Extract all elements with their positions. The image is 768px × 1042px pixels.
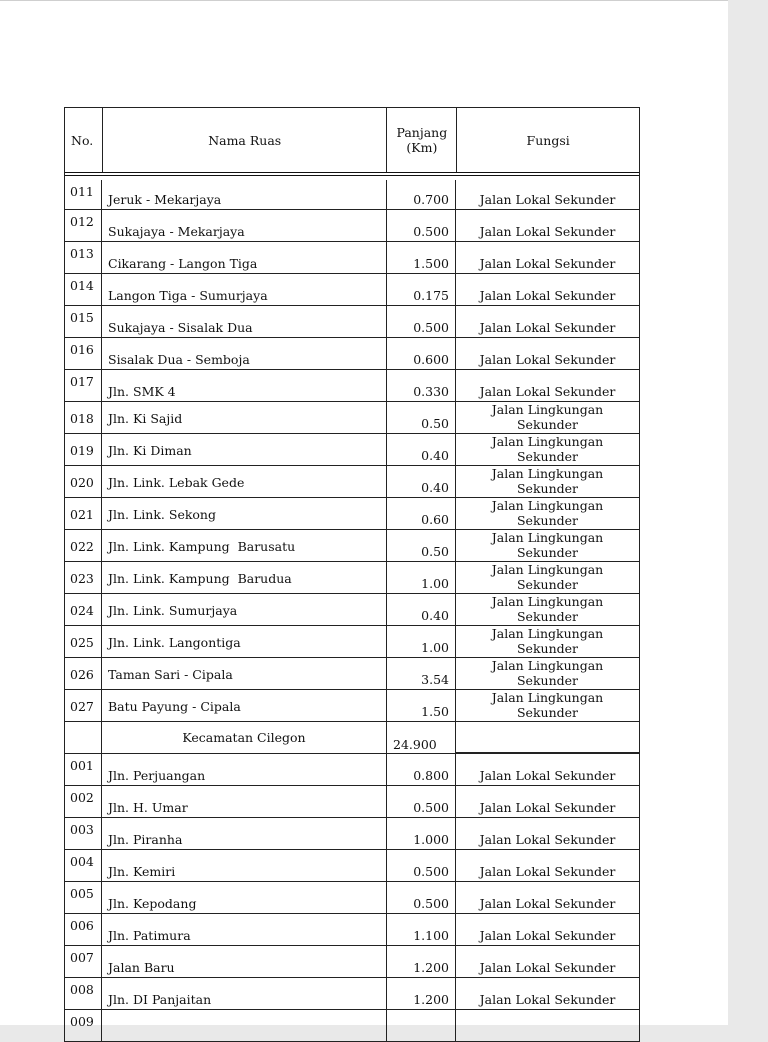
table-row	[65, 850, 639, 882]
table-row	[65, 338, 639, 370]
row-function-line2: Sekunder	[516, 481, 578, 496]
row-function-line1: Jalan Lingkungan	[491, 498, 604, 513]
row-name: Jalan Baru	[108, 960, 175, 975]
row-length: 0.50	[421, 416, 449, 431]
row-name: Jln. Perjuangan	[108, 768, 206, 783]
row-function: Jalan Lokal Sekunder	[479, 832, 616, 847]
row-length: 1.00	[421, 576, 449, 591]
row-function-line2: Sekunder	[516, 609, 578, 624]
row-length: 0.700	[413, 192, 449, 207]
table-row	[65, 242, 639, 274]
row-name: Jln. Kemiri	[108, 864, 176, 879]
row-name: Jln. Link. Sumurjaya	[108, 603, 238, 618]
table-row	[65, 882, 639, 914]
row-length: 0.40	[421, 448, 449, 463]
row-length: 1.000	[413, 832, 449, 847]
row-length: 0.50	[421, 544, 449, 559]
row-length: 0.500	[413, 864, 449, 879]
row-name: Batu Payung - Cipala	[108, 699, 241, 714]
subtotal-label: Kecamatan Cilegon	[182, 730, 306, 745]
row-length: 1.200	[413, 992, 449, 1007]
row-name: Jln. DI Panjaitan	[108, 992, 212, 1007]
row-function: Jalan Lokal Sekunder	[479, 320, 616, 335]
row-function: Jalan Lokal Sekunder	[479, 768, 616, 783]
table-row	[65, 370, 639, 402]
row-name: Jln. Ki Sajid	[108, 411, 183, 426]
row-name: Jln. Ki Diman	[108, 443, 192, 458]
row-function-line2: Sekunder	[516, 641, 578, 656]
row-name: Cikarang - Langon Tiga	[108, 256, 258, 271]
table-row	[65, 946, 639, 978]
row-no: 022	[70, 539, 94, 554]
table-row	[65, 562, 639, 594]
row-no: 027	[70, 699, 94, 714]
row-function: Jalan Lokal Sekunder	[479, 864, 616, 879]
row-function: Jalan Lokal Sekunder	[479, 224, 616, 239]
row-length: 0.600	[413, 352, 449, 367]
row-name: Jln. Patimura	[108, 928, 191, 943]
table-row	[65, 434, 639, 466]
row-length: 0.500	[413, 800, 449, 815]
row-function-line1: Jalan Lingkungan	[491, 434, 604, 449]
table-row	[65, 754, 639, 786]
table-row	[65, 274, 639, 306]
row-function-line2: Sekunder	[516, 417, 578, 432]
row-name: Jln. Link. Kampung Barusatu	[108, 539, 296, 554]
row-function: Jalan Lokal Sekunder	[479, 992, 616, 1007]
road-table	[64, 107, 640, 1042]
header-length-line2: (Km)	[406, 140, 438, 155]
row-name: Taman Sari - Cipala	[108, 667, 233, 682]
row-length: 0.800	[413, 768, 449, 783]
header-length-line1: Panjang	[396, 125, 448, 140]
row-no: 014	[70, 278, 94, 293]
table-row	[65, 978, 639, 1010]
table-row	[65, 626, 639, 658]
row-length: 1.500	[413, 256, 449, 271]
row-no: 020	[70, 475, 94, 490]
row-function-line1: Jalan Lingkungan	[491, 562, 604, 577]
row-name: Jln. Kepodang	[108, 896, 197, 911]
table-header	[65, 108, 639, 176]
row-length: 0.40	[421, 608, 449, 623]
row-no: 019	[70, 443, 94, 458]
row-function: Jalan Lokal Sekunder	[479, 800, 616, 815]
row-length: 0.500	[413, 224, 449, 239]
row-no: 026	[70, 667, 94, 682]
row-length: 1.00	[421, 640, 449, 655]
table-body	[65, 180, 639, 1042]
row-name: Jln. Link. Kampung Barudua	[108, 571, 292, 586]
row-function: Jalan Lokal Sekunder	[479, 192, 616, 207]
row-no: 008	[70, 982, 94, 997]
row-name: Sukajaya - Mekarjaya	[108, 224, 245, 239]
row-function-line2: Sekunder	[516, 673, 578, 688]
row-function-line2: Sekunder	[516, 577, 578, 592]
row-length: 0.60	[421, 512, 449, 527]
row-function: Jalan Lokal Sekunder	[479, 384, 616, 399]
row-no: 005	[70, 886, 94, 901]
row-no: 009	[70, 1014, 94, 1029]
subtotal-row	[65, 722, 639, 754]
row-name: Jln. Link. Langontiga	[108, 635, 241, 650]
row-name: Jln. Link. Lebak Gede	[108, 475, 245, 490]
row-no: 017	[70, 374, 94, 389]
row-length: 0.330	[413, 384, 449, 399]
row-no: 002	[70, 790, 94, 805]
row-length: 0.40	[421, 480, 449, 495]
row-function-line2: Sekunder	[516, 545, 578, 560]
row-no: 011	[70, 184, 94, 199]
row-no: 021	[70, 507, 94, 522]
row-length: 0.500	[413, 896, 449, 911]
row-no: 015	[70, 310, 94, 325]
row-function: Jalan Lokal Sekunder	[479, 256, 616, 271]
row-no: 004	[70, 854, 94, 869]
table-row	[65, 818, 639, 850]
row-function-line1: Jalan Lingkungan	[491, 466, 604, 481]
header-name: Nama Ruas	[103, 108, 388, 172]
row-length: 1.100	[413, 928, 449, 943]
row-no: 007	[70, 950, 94, 965]
row-function: Jalan Lokal Sekunder	[479, 896, 616, 911]
table-row	[65, 658, 639, 690]
row-name: Jln. Piranha	[108, 832, 183, 847]
row-name: Sisalak Dua - Semboja	[108, 352, 250, 367]
table-row	[65, 530, 639, 562]
row-no: 025	[70, 635, 94, 650]
table-row	[65, 498, 639, 530]
row-no: 013	[70, 246, 94, 261]
table-row	[65, 1010, 639, 1042]
row-function: Jalan Lokal Sekunder	[479, 928, 616, 943]
row-length: 0.175	[413, 288, 449, 303]
table-row	[65, 466, 639, 498]
row-function-line1: Jalan Lingkungan	[491, 594, 604, 609]
table-row	[65, 914, 639, 946]
row-length: 1.50	[421, 704, 449, 719]
table-row	[65, 786, 639, 818]
row-length: 1.200	[413, 960, 449, 975]
row-no: 006	[70, 918, 94, 933]
row-function-line2: Sekunder	[516, 513, 578, 528]
table-row	[65, 180, 639, 210]
row-no: 024	[70, 603, 94, 618]
row-name: Langon Tiga - Sumurjaya	[108, 288, 268, 303]
header-function: Fungsi	[526, 132, 570, 148]
row-name: Jln. Link. Sekong	[108, 507, 216, 522]
row-no: 001	[70, 758, 94, 773]
table-row	[65, 306, 639, 338]
row-name: Jln. H. Umar	[108, 800, 188, 815]
row-function-line1: Jalan Lingkungan	[491, 690, 604, 705]
row-function-line2: Sekunder	[516, 449, 578, 464]
header-length	[387, 108, 457, 172]
table-row	[65, 690, 639, 722]
row-no: 018	[70, 411, 94, 426]
row-function-line1: Jalan Lingkungan	[491, 658, 604, 673]
table-row	[65, 210, 639, 242]
row-function: Jalan Lokal Sekunder	[479, 960, 616, 975]
row-function-line2: Sekunder	[516, 705, 578, 720]
row-name: Jln. SMK 4	[108, 384, 176, 399]
row-no: 003	[70, 822, 94, 837]
row-function-line1: Jalan Lingkungan	[491, 402, 604, 417]
row-no: 016	[70, 342, 94, 357]
row-length: 3.54	[421, 672, 449, 687]
row-no: 023	[70, 571, 94, 586]
row-name: Sukajaya - Sisalak Dua	[108, 320, 253, 335]
row-function-line1: Jalan Lingkungan	[491, 626, 604, 641]
row-function: Jalan Lokal Sekunder	[479, 288, 616, 303]
header-no: No.	[65, 108, 103, 172]
table-row	[65, 402, 639, 434]
subtotal-length: 24.900	[393, 737, 437, 752]
row-length: 0.500	[413, 320, 449, 335]
row-name: Jeruk - Mekarjaya	[108, 192, 222, 207]
row-function-line1: Jalan Lingkungan	[491, 530, 604, 545]
table-row	[65, 594, 639, 626]
row-function: Jalan Lokal Sekunder	[479, 352, 616, 367]
row-no: 012	[70, 214, 94, 229]
